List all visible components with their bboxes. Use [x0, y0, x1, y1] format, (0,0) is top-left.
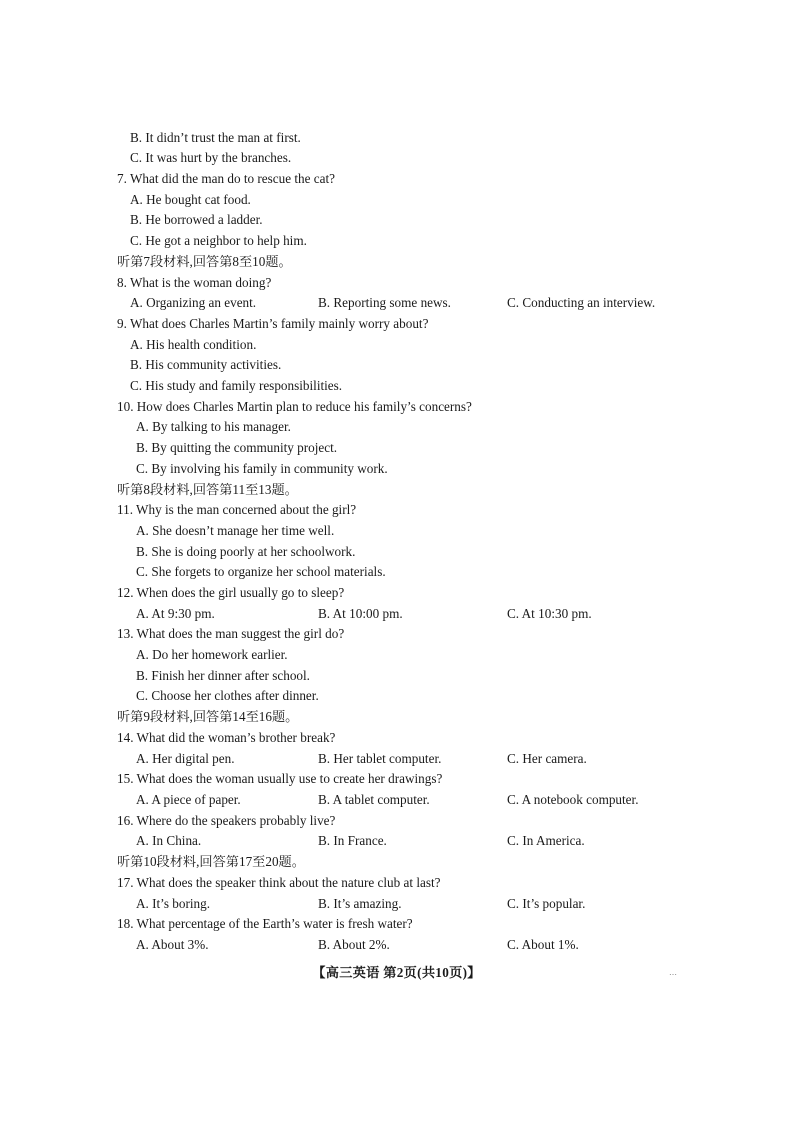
- option-b: B. Reporting some news.: [318, 295, 451, 310]
- option-b: B. It’s amazing.: [318, 896, 402, 911]
- option-c: C. A notebook computer.: [507, 792, 639, 807]
- option-line: C. His study and family responsibilities.: [130, 378, 343, 393]
- question-line: 8. What is the woman doing?: [117, 275, 272, 290]
- option-c: C. Conducting an interview.: [507, 295, 656, 310]
- option-c: C. About 1%.: [507, 937, 579, 952]
- option-line: C. Choose her clothes after dinner.: [136, 688, 319, 703]
- question-line: 9. What does Charles Martin’s family mainly worry about?: [117, 316, 429, 331]
- question-line: 15. What does the woman usually use to create her drawings?: [117, 771, 443, 786]
- option-line: C. She forgets to organize her school materials.: [136, 564, 386, 579]
- option-line: B. It didn’t trust the man at first.: [130, 130, 301, 145]
- question-line: 13. What does the man suggest the girl do?: [117, 626, 345, 641]
- question-line: 17. What does the speaker think about the nature club at last?: [117, 875, 441, 890]
- question-line: 7. What did the man do to rescue the cat?: [117, 171, 336, 186]
- question-line: 18. What percentage of the Earth’s water is fresh water?: [117, 916, 413, 931]
- question-line: 16. Where do the speakers probably live?: [117, 813, 336, 828]
- question-line: 14. What did the woman’s brother break?: [117, 730, 336, 745]
- option-a: A. It’s boring.: [136, 896, 210, 911]
- option-c: C. Her camera.: [507, 751, 587, 766]
- option-line: C. It was hurt by the branches.: [130, 150, 292, 165]
- option-row: [0, 937, 793, 953]
- section-heading: 听第7段材料,回答第8至10题。: [117, 254, 292, 269]
- option-line: A. By talking to his manager.: [136, 419, 291, 434]
- option-a: A. Her digital pen.: [136, 751, 235, 766]
- corner-mark: …: [669, 968, 677, 977]
- option-row: [0, 833, 793, 849]
- option-b: B. At 10:00 pm.: [318, 606, 403, 621]
- option-row: [0, 295, 793, 311]
- option-row: [0, 606, 793, 622]
- section-heading: 听第8段材料,回答第11至13题。: [117, 482, 298, 497]
- option-b: B. A tablet computer.: [318, 792, 430, 807]
- option-line: B. His community activities.: [130, 357, 282, 372]
- option-a: A. Organizing an event.: [130, 295, 257, 310]
- option-line: C. By involving his family in community work.: [136, 461, 388, 476]
- option-a: A. About 3%.: [136, 937, 209, 952]
- option-line: B. He borrowed a ladder.: [130, 212, 263, 227]
- option-line: B. By quitting the community project.: [136, 440, 338, 455]
- option-row: [0, 792, 793, 808]
- option-b: B. In France.: [318, 833, 387, 848]
- page-footer: 【高三英语 第2页(共10页)】: [312, 965, 481, 980]
- question-line: 11. Why is the man concerned about the girl?: [117, 502, 357, 517]
- option-line: A. His health condition.: [130, 337, 257, 352]
- option-a: A. A piece of paper.: [136, 792, 241, 807]
- option-line: A. He bought cat food.: [130, 192, 251, 207]
- option-b: B. About 2%.: [318, 937, 390, 952]
- question-line: 10. How does Charles Martin plan to reduce his family’s concerns?: [117, 399, 472, 414]
- option-a: A. In China.: [136, 833, 202, 848]
- option-line: B. She is doing poorly at her schoolwork.: [136, 544, 356, 559]
- option-a: A. At 9:30 pm.: [136, 606, 215, 621]
- option-c: C. It’s popular.: [507, 896, 586, 911]
- option-c: C. In America.: [507, 833, 585, 848]
- option-line: A. She doesn’t manage her time well.: [136, 523, 335, 538]
- option-line: C. He got a neighbor to help him.: [130, 233, 307, 248]
- option-line: B. Finish her dinner after school.: [136, 668, 310, 683]
- option-row: [0, 896, 793, 912]
- section-heading: 听第9段材料,回答第14至16题。: [117, 709, 299, 724]
- option-row: [0, 751, 793, 767]
- section-heading: 听第10段材料,回答第17至20题。: [117, 854, 305, 869]
- option-b: B. Her tablet computer.: [318, 751, 442, 766]
- question-line: 12. When does the girl usually go to sleep?: [117, 585, 345, 600]
- option-line: A. Do her homework earlier.: [136, 647, 288, 662]
- option-c: C. At 10:30 pm.: [507, 606, 592, 621]
